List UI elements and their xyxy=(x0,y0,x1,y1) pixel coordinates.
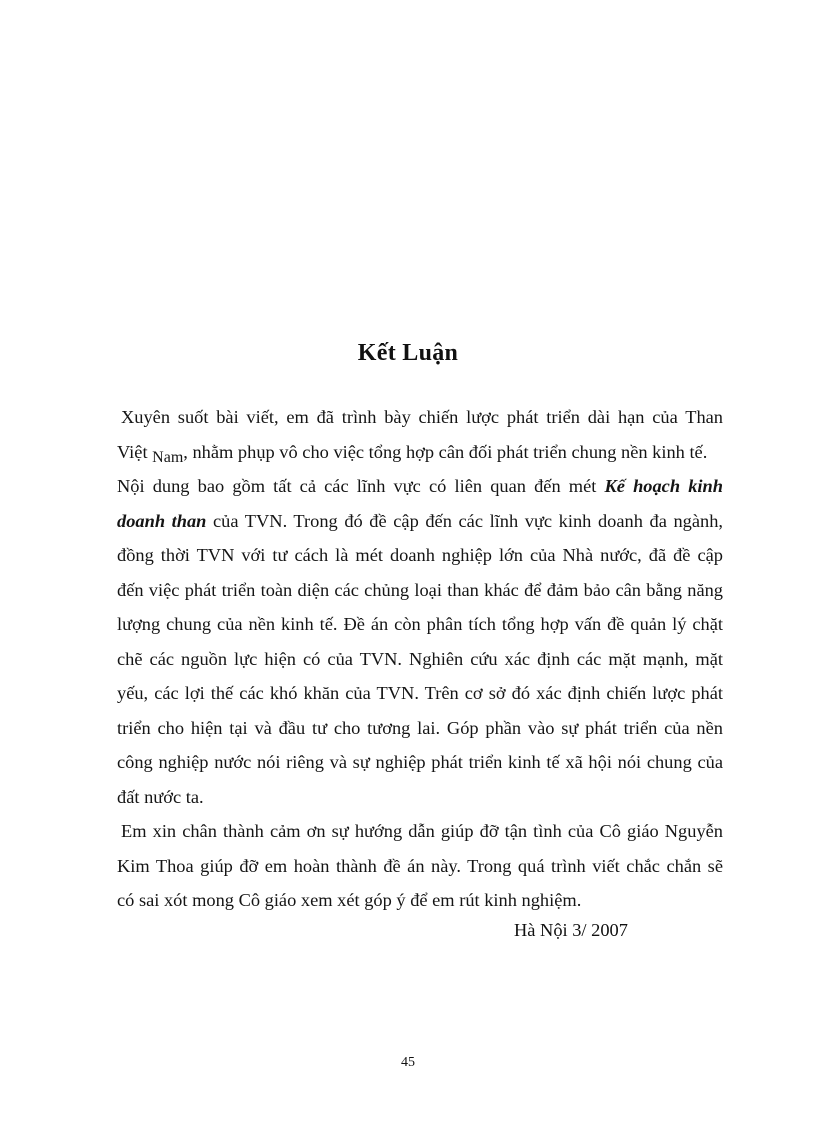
text-span: , nhằm phụp vô cho việc tổng hợp cân đối phát triển chung nền kinh tế. xyxy=(183,441,708,462)
paragraph-1-line: chẽ các nguồn lực hiện có của TVN. Nghiên cứu xác định các mặt mạnh, mặt xyxy=(117,648,723,669)
subscript-text: Nam xyxy=(152,448,184,466)
body-text xyxy=(117,400,723,918)
paragraph-1-line xyxy=(117,469,723,504)
text-span: của TVN. Trong đó đề cập đến các lĩnh vực kinh doanh đa ngành, xyxy=(213,510,723,531)
signature-date: Hà Nội 3/ 2007 xyxy=(514,920,628,940)
paragraph-1-line xyxy=(117,504,723,539)
page-title: Kết Luận xyxy=(357,340,459,366)
paragraph-2-line: Kim Thoa giúp đỡ em hoàn thành đề án này. Trong quá trình viết chắc chắn sẽ xyxy=(117,855,723,876)
emphasis-text: Kế hoạch kinh xyxy=(604,476,723,496)
paragraph-1-line: đến việc phát triển toàn diện các chủng loại than khác để đảm bảo cân bằng năng xyxy=(117,579,723,600)
paragraph-1-line: triển cho hiện tại và đầu tư cho tương lai. Góp phần vào sự phát triển của nền xyxy=(117,717,723,738)
paragraph-1-line: Xuyên suốt bài viết, em đã trình bày chiến lược phát triển dài hạn của Than xyxy=(121,407,723,427)
paragraph-1-line: đất nước ta. xyxy=(117,786,204,807)
page-number: 45 xyxy=(401,1055,415,1070)
text-span: Việt xyxy=(117,441,148,462)
paragraph-1-line: đồng thời TVN với tư cách là mét doanh nghiệp lớn của Nhà nước, đã đề cập xyxy=(117,545,723,565)
paragraph-1-line xyxy=(117,435,723,470)
paragraph-1-line: yếu, các lợi thế các khó khăn của TVN. Trên cơ sở đó xác định chiến lược phát xyxy=(117,683,723,703)
text-span: Nội dung bao gồm tất cả các lĩnh vực có liên quan đến mét xyxy=(117,476,597,496)
paragraph-2-line: có sai xót mong Cô giáo xem xét góp ý để em rút kinh nghiệm. xyxy=(117,890,582,910)
emphasis-text: doanh than xyxy=(117,510,207,531)
paragraph-1-line: công nghiệp nước nói riêng và sự nghiệp phát triển kinh tế xã hội nói chung của xyxy=(117,752,723,772)
paragraph-2-line: Em xin chân thành cảm ơn sự hướng dẫn giúp đỡ tận tình của Cô giáo Nguyễn xyxy=(121,821,723,841)
paragraph-1-line: lượng chung của nền kinh tế. Đề án còn phân tích tổng hợp vấn đề quản lý chặt xyxy=(117,614,723,634)
